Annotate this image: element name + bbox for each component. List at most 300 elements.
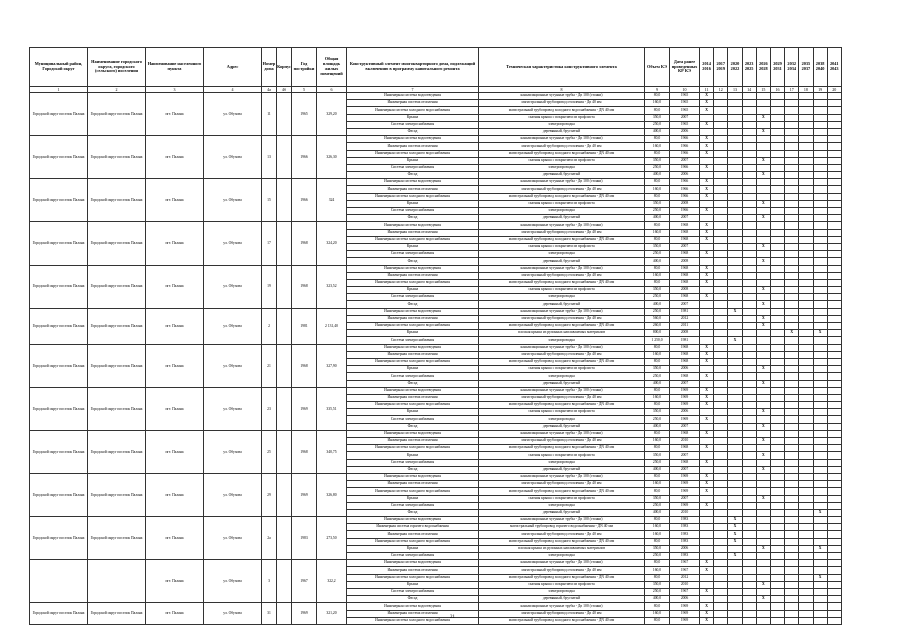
column-number: 19: [813, 87, 827, 93]
element-description-cell: магистральный трубопровод холодного водоснабжения - ДN 40 мм: [479, 236, 645, 243]
period-mark-cell: [827, 222, 841, 229]
period-mark-cell: [728, 502, 742, 509]
volume-cell: 400,0: [645, 128, 670, 135]
period-mark-cell: [770, 452, 784, 459]
element-name-cell: Инженерная система водоотведения: [347, 93, 479, 100]
column-header: Конструктивный элемент многоквартирного дома, подлежащий включению в программу капитального ремонта: [347, 48, 479, 87]
period-mark-cell: [799, 481, 813, 488]
element-name-cell: Инженерная система холодного водоснабжения: [347, 617, 479, 624]
column-header: 2038 2040: [813, 48, 827, 87]
element-name-cell: Фасад: [347, 301, 479, 308]
element-description-cell: магистральный трубопровод холодного водоснабжения - ДN 40 мм: [479, 358, 645, 365]
period-mark-cell: [728, 574, 742, 581]
period-mark-cell: [756, 107, 770, 114]
build-year-cell: 1983: [292, 517, 317, 560]
previous-repair-date-cell: 2010: [670, 438, 700, 445]
period-mark-cell: [742, 452, 756, 459]
period-mark-cell: [827, 121, 841, 128]
period-mark-cell: [770, 588, 784, 595]
period-mark-cell: [728, 143, 742, 150]
period-mark-cell: [813, 517, 827, 524]
district-cell: Городской округ поселок Палана: [30, 473, 88, 516]
period-mark-cell: [728, 366, 742, 373]
period-mark-cell: [700, 258, 714, 265]
period-mark-cell: [700, 215, 714, 222]
period-mark-cell: [728, 459, 742, 466]
period-mark-cell: [756, 229, 770, 236]
element-description-cell: магистральный трубопровод отопления - Дn 40 мм: [479, 351, 645, 358]
period-mark-cell: [799, 258, 813, 265]
period-mark-cell: [756, 279, 770, 286]
locality-cell: пгт. Палана: [146, 136, 204, 179]
volume-cell: 400,0: [645, 172, 670, 179]
previous-repair-date-cell: 2006: [670, 409, 700, 416]
period-mark-cell: [813, 243, 827, 250]
period-mark-cell: [770, 416, 784, 423]
settlement-cell: Городской округ поселок Палана: [88, 308, 146, 344]
previous-repair-date-cell: 1969: [670, 394, 700, 401]
previous-repair-date-cell: 1983: [670, 553, 700, 560]
period-mark-cell: [770, 380, 784, 387]
period-mark-cell: [827, 172, 841, 179]
build-year-cell: 1966: [292, 136, 317, 179]
volume-cell: 350,0: [645, 495, 670, 502]
period-mark-cell: [770, 294, 784, 301]
period-mark-cell: [770, 301, 784, 308]
period-mark-cell: [742, 243, 756, 250]
previous-repair-date-cell: 1968: [670, 279, 700, 286]
period-mark-cell: X: [756, 466, 770, 473]
period-mark-cell: [728, 509, 742, 516]
period-mark-cell: X: [700, 394, 714, 401]
period-mark-cell: [770, 186, 784, 193]
period-mark-cell: [785, 596, 799, 603]
element-name-cell: Фасад: [347, 596, 479, 603]
volume-cell: 250,0: [645, 459, 670, 466]
period-mark-cell: [714, 301, 728, 308]
period-mark-cell: X: [700, 164, 714, 171]
period-mark-cell: [756, 553, 770, 560]
period-mark-cell: [714, 157, 728, 164]
period-mark-cell: [714, 423, 728, 430]
house-number-cell: 17: [262, 222, 277, 265]
period-mark-cell: [756, 588, 770, 595]
street-cell: ул. Обухова: [204, 473, 262, 516]
element-description-cell: скатная крыша с покрытием из профлиста: [479, 495, 645, 502]
period-mark-cell: [799, 308, 813, 315]
period-mark-cell: [714, 560, 728, 567]
period-mark-cell: [785, 488, 799, 495]
table-row: [30, 430, 842, 437]
volume-cell: 250,0: [645, 416, 670, 423]
period-mark-cell: [742, 416, 756, 423]
table-row: [30, 179, 842, 186]
period-mark-cell: X: [728, 553, 742, 560]
period-mark-cell: [728, 545, 742, 552]
element-name-cell: Инженерная система отопления: [347, 481, 479, 488]
period-mark-cell: [799, 416, 813, 423]
street-cell: ул. Обухова: [204, 308, 262, 344]
period-mark-cell: [742, 596, 756, 603]
settlement-cell: Городской округ поселок Палана: [88, 473, 146, 516]
column-number: 3: [146, 87, 204, 93]
period-mark-cell: [742, 509, 756, 516]
period-mark-cell: [714, 114, 728, 121]
settlement-cell: Городской округ поселок Палана: [88, 387, 146, 430]
korpus-cell: [277, 344, 292, 387]
period-mark-cell: [827, 387, 841, 394]
column-number: 9: [645, 87, 670, 93]
period-mark-cell: [770, 143, 784, 150]
period-mark-cell: X: [700, 459, 714, 466]
period-mark-cell: [770, 107, 784, 114]
table-body: [30, 93, 842, 625]
period-mark-cell: X: [700, 387, 714, 394]
previous-repair-date-cell: 2006: [670, 366, 700, 373]
period-mark-cell: [770, 323, 784, 330]
element-name-cell: Система электроснабжения: [347, 588, 479, 595]
period-mark-cell: [742, 200, 756, 207]
period-mark-cell: [714, 344, 728, 351]
period-mark-cell: [714, 545, 728, 552]
period-mark-cell: [728, 380, 742, 387]
period-mark-cell: [714, 337, 728, 344]
period-mark-cell: [827, 603, 841, 610]
volume-cell: 80,0: [645, 136, 670, 143]
period-mark-cell: [770, 502, 784, 509]
volume-cell: 160,0: [645, 567, 670, 574]
previous-repair-date-cell: 1968: [670, 236, 700, 243]
period-mark-cell: [714, 323, 728, 330]
element-name-cell: Инженерная система отопления: [347, 186, 479, 193]
period-mark-cell: X: [756, 409, 770, 416]
period-mark-cell: [756, 337, 770, 344]
volume-cell: 160,0: [645, 438, 670, 445]
column-number: 4б: [277, 87, 292, 93]
period-mark-cell: X: [700, 222, 714, 229]
period-mark-cell: [813, 473, 827, 480]
period-mark-cell: [742, 301, 756, 308]
period-mark-cell: [813, 279, 827, 286]
period-mark-cell: X: [756, 315, 770, 322]
volume-cell: 400,0: [645, 596, 670, 603]
period-mark-cell: [799, 488, 813, 495]
period-mark-cell: [799, 172, 813, 179]
element-description-cell: магистральный трубопровод холодного водоснабжения - ДN 40 мм: [479, 402, 645, 409]
volume-cell: 250,0: [645, 553, 670, 560]
period-mark-cell: [799, 545, 813, 552]
period-mark-cell: [799, 272, 813, 279]
house-number-cell: 13: [262, 136, 277, 179]
period-mark-cell: X: [813, 545, 827, 552]
period-mark-cell: [785, 243, 799, 250]
period-mark-cell: [785, 387, 799, 394]
previous-repair-date-cell: 2008: [670, 200, 700, 207]
period-mark-cell: [827, 100, 841, 107]
element-description-cell: деревянный, брусчатый: [479, 172, 645, 179]
period-mark-cell: [785, 524, 799, 531]
period-mark-cell: X: [756, 545, 770, 552]
volume-cell: 80,0: [645, 222, 670, 229]
period-mark-cell: [728, 164, 742, 171]
period-mark-cell: [770, 208, 784, 215]
volume-cell: 160,0: [645, 186, 670, 193]
period-mark-cell: [799, 459, 813, 466]
period-mark-cell: [785, 394, 799, 401]
period-mark-cell: [728, 581, 742, 588]
period-mark-cell: [742, 524, 756, 531]
period-mark-cell: [799, 596, 813, 603]
element-name-cell: Фасад: [347, 128, 479, 135]
element-name-cell: Инженерная система холодного водоснабжения: [347, 445, 479, 452]
previous-repair-date-cell: 1968: [670, 251, 700, 258]
locality-cell: пгт. Палана: [146, 603, 204, 625]
period-mark-cell: [714, 186, 728, 193]
period-mark-cell: [742, 308, 756, 315]
period-mark-cell: [700, 287, 714, 294]
previous-repair-date-cell: 1966: [670, 208, 700, 215]
period-mark-cell: [785, 279, 799, 286]
period-mark-cell: [714, 179, 728, 186]
period-mark-cell: [813, 100, 827, 107]
previous-repair-date-cell: 2008: [670, 287, 700, 294]
element-name-cell: Крыша: [347, 157, 479, 164]
period-mark-cell: [813, 222, 827, 229]
period-mark-cell: [799, 351, 813, 358]
period-mark-cell: [770, 517, 784, 524]
korpus-cell: [277, 136, 292, 179]
period-mark-cell: [714, 330, 728, 337]
volume-cell: 160,0: [645, 524, 670, 531]
period-mark-cell: [785, 301, 799, 308]
period-mark-cell: [756, 236, 770, 243]
element-name-cell: Инженерная система отопления: [347, 567, 479, 574]
period-mark-cell: [799, 229, 813, 236]
period-mark-cell: [785, 581, 799, 588]
element-name-cell: Система электроснабжения: [347, 164, 479, 171]
period-mark-cell: [728, 452, 742, 459]
period-mark-cell: [827, 588, 841, 595]
element-name-cell: Инженерная система водоотведения: [347, 222, 479, 229]
period-mark-cell: [714, 294, 728, 301]
element-description-cell: магистральный трубопровод горячего водоснабжения - ДN 40 мм: [479, 524, 645, 531]
period-mark-cell: X: [700, 373, 714, 380]
period-mark-cell: [785, 445, 799, 452]
element-name-cell: Система электроснабжения: [347, 416, 479, 423]
period-mark-cell: [813, 409, 827, 416]
district-cell: Городской округ поселок Палана: [30, 387, 88, 430]
volume-cell: 250,0: [645, 373, 670, 380]
period-mark-cell: [827, 438, 841, 445]
period-mark-cell: [785, 315, 799, 322]
period-mark-cell: [756, 344, 770, 351]
period-mark-cell: X: [700, 143, 714, 150]
previous-repair-date-cell: 1966: [670, 193, 700, 200]
previous-repair-date-cell: 1969: [670, 603, 700, 610]
element-description-cell: магистральный трубопровод отопления - Дn 40 мм: [479, 610, 645, 617]
period-mark-cell: [770, 100, 784, 107]
volume-cell: 80,0: [645, 107, 670, 114]
volume-cell: 80,0: [645, 236, 670, 243]
period-mark-cell: [785, 100, 799, 107]
period-mark-cell: [728, 265, 742, 272]
element-description-cell: электропроводка: [479, 502, 645, 509]
period-mark-cell: [827, 208, 841, 215]
period-mark-cell: [813, 351, 827, 358]
element-name-cell: Система электроснабжения: [347, 502, 479, 509]
period-mark-cell: [813, 524, 827, 531]
period-mark-cell: [827, 236, 841, 243]
period-mark-cell: [728, 323, 742, 330]
period-mark-cell: [785, 459, 799, 466]
period-mark-cell: [770, 459, 784, 466]
period-mark-cell: [799, 323, 813, 330]
area-cell: 273,50: [317, 517, 347, 560]
settlement-cell: [88, 560, 146, 603]
capital-repair-table: [29, 47, 842, 625]
period-mark-cell: [742, 517, 756, 524]
period-mark-cell: [728, 287, 742, 294]
period-mark-cell: [785, 402, 799, 409]
period-mark-cell: [827, 200, 841, 207]
period-mark-cell: [742, 438, 756, 445]
period-mark-cell: [700, 538, 714, 545]
previous-repair-date-cell: 1966: [670, 143, 700, 150]
period-mark-cell: [813, 200, 827, 207]
period-mark-cell: X: [700, 251, 714, 258]
period-mark-cell: [700, 452, 714, 459]
volume-cell: 80,0: [645, 488, 670, 495]
period-mark-cell: [799, 524, 813, 531]
period-mark-cell: [714, 459, 728, 466]
period-mark-cell: [728, 409, 742, 416]
period-mark-cell: [799, 567, 813, 574]
volume-cell: 250,0: [645, 164, 670, 171]
volume-cell: 80,0: [645, 179, 670, 186]
element-description-cell: канализационные чугунные трубы - Дn 100 (стояки): [479, 517, 645, 524]
period-mark-cell: [742, 251, 756, 258]
period-mark-cell: [813, 121, 827, 128]
element-name-cell: Крыша: [347, 200, 479, 207]
build-year-cell: 1968: [292, 430, 317, 473]
period-mark-cell: [742, 150, 756, 157]
period-mark-cell: [714, 603, 728, 610]
volume-cell: 250,0: [645, 294, 670, 301]
previous-repair-date-cell: 2010: [670, 509, 700, 516]
period-mark-cell: [785, 538, 799, 545]
period-mark-cell: [813, 430, 827, 437]
period-mark-cell: [714, 445, 728, 452]
period-mark-cell: [799, 574, 813, 581]
volume-cell: 400,0: [645, 466, 670, 473]
period-mark-cell: [813, 452, 827, 459]
element-description-cell: скатная крыша с покрытием из профлиста: [479, 409, 645, 416]
period-mark-cell: [827, 351, 841, 358]
period-mark-cell: [714, 243, 728, 250]
period-mark-cell: [742, 459, 756, 466]
period-mark-cell: [770, 315, 784, 322]
column-header: Корпус: [277, 48, 292, 87]
period-mark-cell: [770, 215, 784, 222]
period-mark-cell: [714, 567, 728, 574]
previous-repair-date-cell: 1967: [670, 588, 700, 595]
period-mark-cell: [714, 517, 728, 524]
element-name-cell: Система электроснабжения: [347, 208, 479, 215]
period-mark-cell: [799, 121, 813, 128]
period-mark-cell: [813, 315, 827, 322]
period-mark-cell: [714, 430, 728, 437]
period-mark-cell: [742, 287, 756, 294]
korpus-cell: [277, 387, 292, 430]
element-description-cell: электропроводка: [479, 588, 645, 595]
period-mark-cell: X: [700, 588, 714, 595]
period-mark-cell: [785, 323, 799, 330]
period-mark-cell: [785, 588, 799, 595]
previous-repair-date-cell: 1969: [670, 416, 700, 423]
period-mark-cell: [785, 193, 799, 200]
element-name-cell: Крыша: [347, 243, 479, 250]
volume-cell: 80,0: [645, 445, 670, 452]
period-mark-cell: [742, 128, 756, 135]
period-mark-cell: [728, 279, 742, 286]
previous-repair-date-cell: 1966: [670, 186, 700, 193]
period-mark-cell: X: [756, 287, 770, 294]
period-mark-cell: [714, 107, 728, 114]
previous-repair-date-cell: 1966: [670, 164, 700, 171]
period-mark-cell: [728, 373, 742, 380]
element-description-cell: деревянный, брусчатый: [479, 380, 645, 387]
period-mark-cell: X: [756, 301, 770, 308]
element-name-cell: Инженерная система отопления: [347, 394, 479, 401]
column-header: 2023 2025: [742, 48, 756, 87]
table-row: [30, 222, 842, 229]
settlement-cell: Городской округ поселок Палана: [88, 93, 146, 136]
element-name-cell: Инженерная система водоотведения: [347, 603, 479, 610]
period-mark-cell: [728, 560, 742, 567]
element-name-cell: Инженерная система отопления: [347, 143, 479, 150]
build-year-cell: 1969: [292, 473, 317, 516]
period-mark-cell: [756, 93, 770, 100]
period-mark-cell: [742, 93, 756, 100]
element-description-cell: магистральный трубопровод холодного водоснабжения - ДN 40 мм: [479, 445, 645, 452]
period-mark-cell: [813, 466, 827, 473]
volume-cell: 800,0: [645, 330, 670, 337]
period-mark-cell: [799, 358, 813, 365]
period-mark-cell: [799, 337, 813, 344]
period-mark-cell: [742, 100, 756, 107]
period-mark-cell: [742, 473, 756, 480]
element-name-cell: Система электроснабжения: [347, 373, 479, 380]
volume-cell: 80,0: [645, 344, 670, 351]
house-number-cell: 31: [262, 603, 277, 625]
volume-cell: 350,0: [645, 157, 670, 164]
period-mark-cell: [785, 164, 799, 171]
period-mark-cell: [770, 150, 784, 157]
build-year-cell: 1969: [292, 603, 317, 625]
element-description-cell: электропроводка: [479, 459, 645, 466]
previous-repair-date-cell: 1968: [670, 222, 700, 229]
element-description-cell: канализационные чугунные трубы - Дn 100 (стояки): [479, 387, 645, 394]
period-mark-cell: [714, 200, 728, 207]
period-mark-cell: [785, 567, 799, 574]
period-mark-cell: X: [700, 150, 714, 157]
element-description-cell: магистральный трубопровод отопления - Дn 40 мм: [479, 531, 645, 538]
period-mark-cell: [700, 509, 714, 516]
previous-repair-date-cell: 1983: [670, 517, 700, 524]
element-description-cell: магистральный трубопровод холодного водоснабжения - ДN 40 мм: [479, 279, 645, 286]
period-mark-cell: [742, 258, 756, 265]
volume-cell: 350,0: [645, 243, 670, 250]
